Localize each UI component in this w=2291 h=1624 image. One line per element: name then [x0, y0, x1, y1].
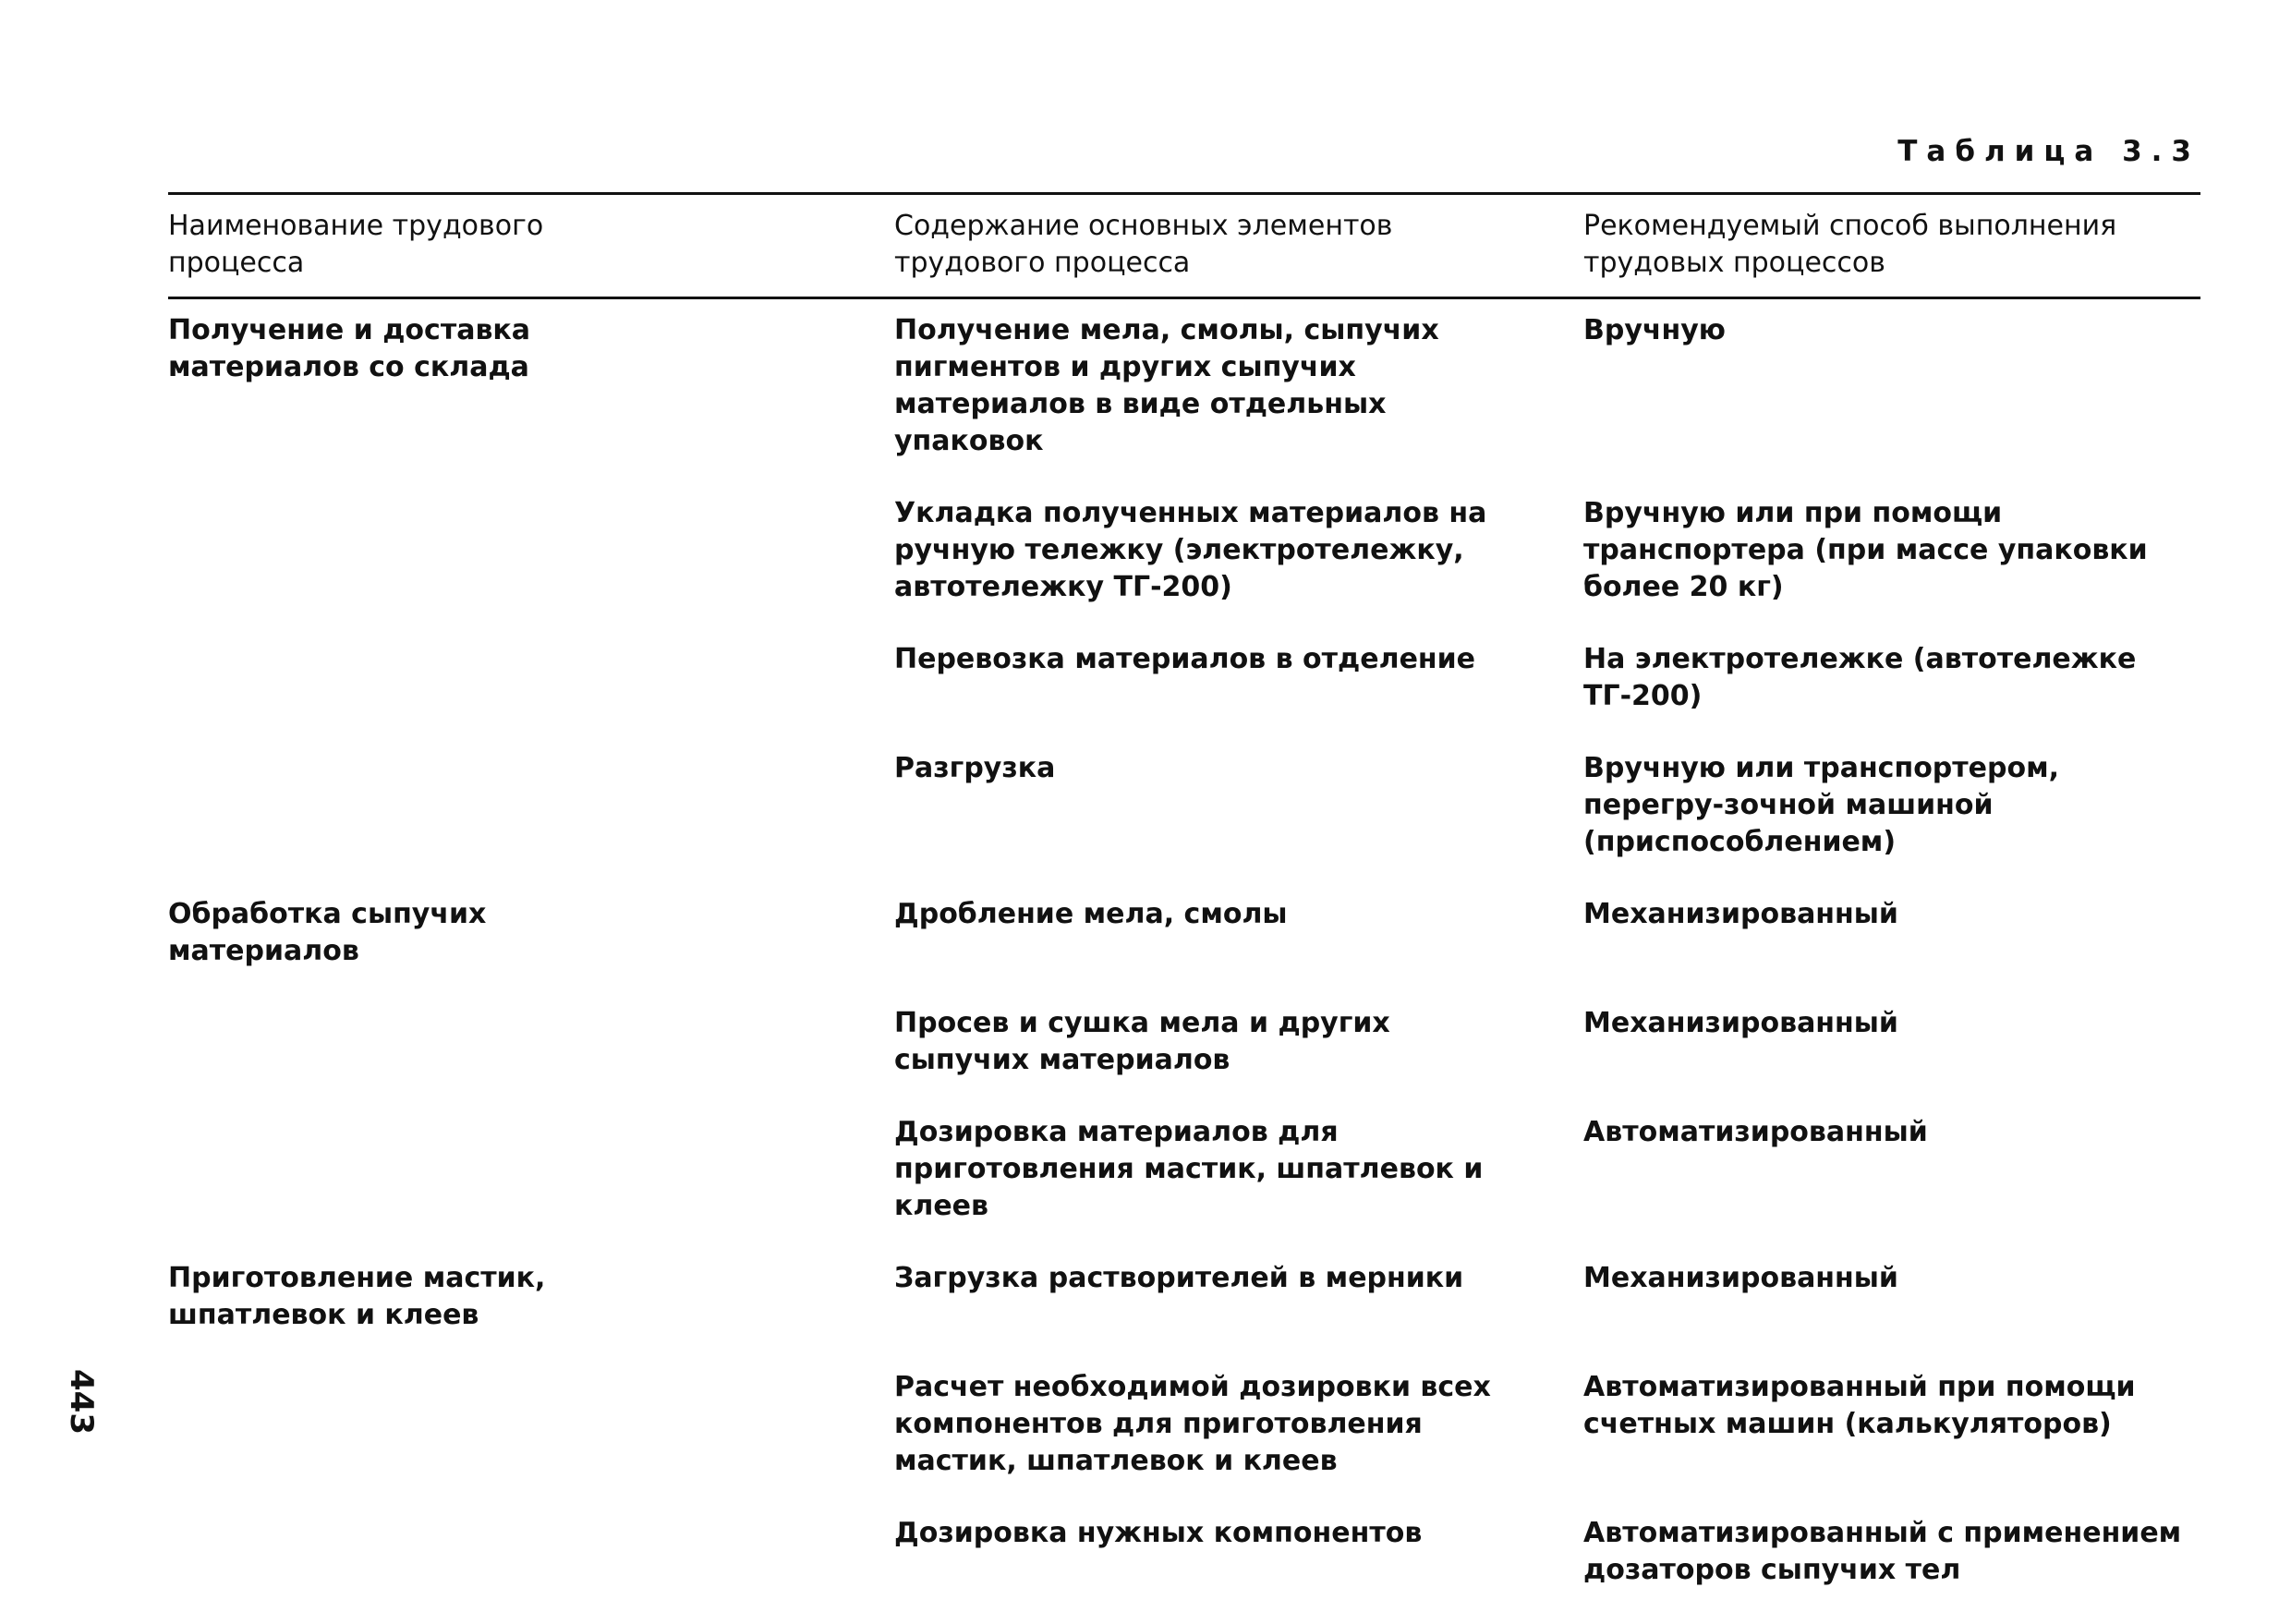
cell-method: Вручную или при помощи транспортера (при массе упаковки более 20 кг) — [1583, 497, 2148, 603]
table-caption: Таблица 3.3 — [1897, 135, 2200, 168]
cell-method: Механизированный — [1583, 898, 1898, 930]
cell-process — [168, 1515, 894, 1624]
cell-process — [168, 495, 894, 641]
cell-process — [168, 1005, 894, 1114]
table-row — [168, 298, 2200, 496]
cell-content: Укладка полученных материалов на ручную тележку (электротележку, автотележку ТГ-200) — [894, 497, 1487, 603]
header-recommended-method: Рекомендуемый способ выполнения трудовых процессов — [1583, 210, 2117, 279]
cell-process: Обработка сыпучих материалов — [168, 898, 487, 967]
cell-method: Автоматизированный при помощи счетных машин (калькуляторов) — [1583, 1371, 2136, 1440]
cell-process — [168, 750, 894, 896]
header-process-content: Содержание основных элементов трудового процесса — [894, 210, 1393, 279]
cell-method: Механизированный — [1583, 1262, 1898, 1294]
cell-method: Механизированный — [1583, 1007, 1898, 1039]
labor-process-table — [168, 192, 2200, 1624]
cell-content: Расчет необходимой дозировки всех компонентов для приготовления мастик, шпатлевок и клеев — [894, 1371, 1491, 1477]
cell-method: Автоматизированный — [1583, 1116, 1928, 1148]
cell-content: Дробление мела, смолы — [894, 898, 1288, 930]
cell-content: Перевозка материалов в отделение — [894, 643, 1476, 675]
cell-process: Приготовление мастик, шпатлевок и клеев — [168, 1262, 546, 1331]
table-header-row — [168, 194, 2200, 298]
cell-process — [168, 641, 894, 750]
table-row — [168, 1515, 2200, 1624]
cell-content: Дозировка материалов для приготовления мастик, шпатлевок и клеев — [894, 1116, 1484, 1222]
table-row — [168, 641, 2200, 750]
table-row — [168, 1260, 2200, 1369]
cell-content: Загрузка растворителей в мерники — [894, 1262, 1464, 1294]
cell-method: Вручную — [1583, 314, 1726, 346]
table-row — [168, 495, 2200, 641]
cell-process — [168, 1114, 894, 1260]
cell-content: Получение мела, смолы, сыпучих пигментов и других сыпучих материалов в виде отдельных упаковок — [894, 314, 1439, 457]
header-process-name: Наименование трудового процесса — [168, 210, 544, 279]
cell-process: Получение и доставка материалов со склада — [168, 314, 531, 383]
cell-content: Дозировка нужных компонентов — [894, 1517, 1423, 1549]
cell-method: На электротележке (автотележке ТГ-200) — [1583, 643, 2137, 712]
cell-content: Разгрузка — [894, 752, 1056, 784]
cell-method: Вручную или транспортером, перегру-зочной машиной (приспособлением) — [1583, 752, 2060, 858]
table-row — [168, 1005, 2200, 1114]
table-row — [168, 896, 2200, 1005]
cell-method: Автоматизированный с применением дозаторов сыпучих тел — [1583, 1517, 2182, 1586]
cell-content: Просев и сушка мела и других сыпучих материалов — [894, 1007, 1390, 1076]
page-number: 443 — [63, 1369, 100, 1435]
table-row — [168, 1114, 2200, 1260]
cell-process — [168, 1369, 894, 1515]
table-row — [168, 1369, 2200, 1515]
table-row — [168, 750, 2200, 896]
